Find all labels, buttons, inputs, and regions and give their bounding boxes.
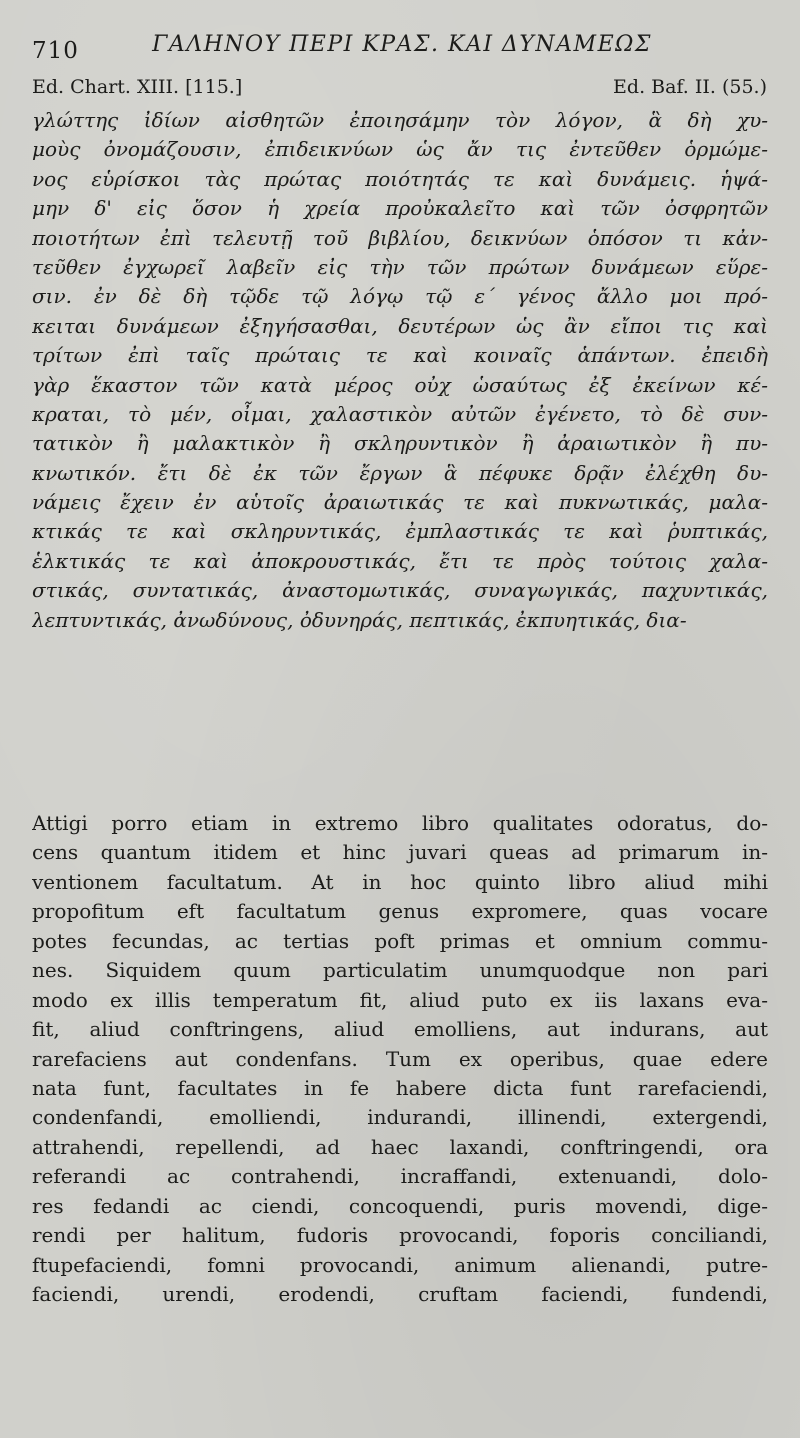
latin-line: rarefaciens aut condenfans. Tum ex operibus, quae edere <box>32 1046 768 1071</box>
latin-line: rendi per halitum, fudoris provocandi, foporis conciliandi, <box>32 1223 768 1248</box>
latin-line: referandi ac contrahendi, incraffandi, extenuandi, dolo- <box>32 1164 768 1189</box>
latin-line: nata funt, facultates in fe habere dicta funt rarefaciendi, <box>32 1075 768 1100</box>
latin-line: nes. Siquidem quum particulatim unumquodque non pari <box>32 958 768 983</box>
latin-line: ventionem facultatum. At in hoc quinto libro aliud mihi <box>32 869 768 894</box>
latin-line: res fedandi ac ciendi, concoquendi, puris movendi, dige- <box>32 1193 768 1218</box>
greek-text-block <box>32 106 768 635</box>
greek-line: κνωτικόν. ἔτι δὲ ἐκ τῶν ἔργων ἃ πέφυκε δρᾷν ἐλέχθη δυ- <box>32 460 768 485</box>
latin-line: condenfandi, emolliendi, indurandi, illinendi, extergendi, <box>32 1105 768 1130</box>
latin-line: potes fecundas, ac tertias poft primas et omnium commu- <box>32 928 768 953</box>
greek-line: τατικὸν ἢ μαλακτικὸν ἢ σκληρυντικὸν ἢ ἀραιωτικὸν ἢ πυ- <box>32 431 768 456</box>
greek-line: κειται δυνάμεων ἐξηγήσασθαι, δευτέρων ὡς ἂν εἴποι τις καὶ <box>32 313 768 338</box>
latin-line: Attigi porro etiam in extremo libro qualitates odoratus, do- <box>32 811 768 835</box>
latin-line: modo ex illis temperatum fit, aliud puto ex iis laxans eva- <box>32 987 768 1012</box>
latin-line: cens quantum itidem et hinc juvari queas ad primarum in- <box>32 840 768 865</box>
latin-line: fit, aliud conftringens, aliud emolliens, aut indurans, aut <box>32 1017 768 1042</box>
latin-line: attrahendi, repellendi, ad haec laxandi, conftringendi, ora <box>32 1134 768 1159</box>
edition-basel: Ed. Baf. II. (55.) <box>613 76 767 98</box>
latin-line: ftupefaciendi, fomni provocandi, animum alienandi, putre- <box>32 1252 768 1277</box>
latin-text-block <box>32 809 768 1309</box>
latin-line: faciendi, urendi, erodendi, cruftam faciendi, fundendi, <box>32 1282 768 1306</box>
edition-references <box>32 76 767 104</box>
running-title: ΓΑΛΗΝΟΥ ΠΕΡΙ ΚΡΑΣ. ΚΑΙ ΔΥΝΑΜΕΩΣ <box>152 32 652 57</box>
greek-line: τρίτων ἐπὶ ταῖς πρώταις τε καὶ κοιναῖς ἁπάντων. ἐπειδὴ <box>32 343 768 368</box>
greek-line: στικάς, συντατικάς, ἀναστομωτικάς, συναγωγικάς, παχυντικάς, <box>32 578 768 603</box>
greek-line: τεῦθεν ἐγχωρεῖ λαβεῖν εἰς τὴν τῶν πρώτων δυνάμεων εὕρε- <box>32 254 768 279</box>
latin-line: propofitum eft facultatum genus expromere, quas vocare <box>32 899 768 924</box>
greek-line: νος εὑρίσκοι τὰς πρώτας ποιότητάς τε καὶ δυνάμεις. ἡψά- <box>32 166 768 191</box>
greek-line: ἑλκτικάς τε καὶ ἀποκρουστικάς, ἔτι τε πρὸς τούτοις χαλα- <box>32 548 768 573</box>
edition-chartier: Ed. Chart. XIII. [115.] <box>32 76 243 98</box>
greek-line: μην δ' εἰς ὅσον ἡ χρεία προὐκαλεῖτο καὶ τῶν ὀσφρητῶν <box>32 196 768 221</box>
greek-line: γλώττης ἰδίων αἰσθητῶν ἐποιησάμην τὸν λόγον, ἃ δὴ χυ- <box>32 108 768 132</box>
page-header <box>32 30 772 64</box>
greek-line: ποιοτήτων ἐπὶ τελευτῇ τοῦ βιβλίου, δεικνύων ὁπόσον τι κἀν- <box>32 225 768 250</box>
greek-line: γὰρ ἕκαστον τῶν κατὰ μέρος οὐχ ὡσαύτως ἐξ ἐκείνων κέ- <box>32 372 768 397</box>
greek-line: νάμεις ἔχειν ἐν αὑτοῖς ἀραιωτικάς τε καὶ πυκνωτικάς, μαλα- <box>32 490 768 515</box>
greek-line: κραται, τὸ μέν, οἶμαι, χαλαστικὸν αὐτῶν ἐγένετο, τὸ δὲ συν- <box>32 401 768 426</box>
greek-line: κτικάς τε καὶ σκληρυντικάς, ἐμπλαστικάς τε καὶ ῥυπτικάς, <box>32 519 768 544</box>
greek-line: μοὺς ὀνομάζουσιν, ἐπιδεικνύων ὡς ἄν τις ἐντεῦθεν ὁρμώμε- <box>32 137 768 162</box>
show-through-bleed <box>0 768 800 790</box>
greek-line: λεπτυντικάς, ἀνωδύνους, ὀδυνηράς, πεπτικάς, ἐκπυητικάς, δια- <box>32 607 687 632</box>
greek-line: σιν. ἐν δὲ δὴ τῷδε τῷ λόγῳ τῷ ε΄ γένος ἄλλο μοι πρό- <box>32 284 768 309</box>
page-number: 710 <box>32 38 79 64</box>
